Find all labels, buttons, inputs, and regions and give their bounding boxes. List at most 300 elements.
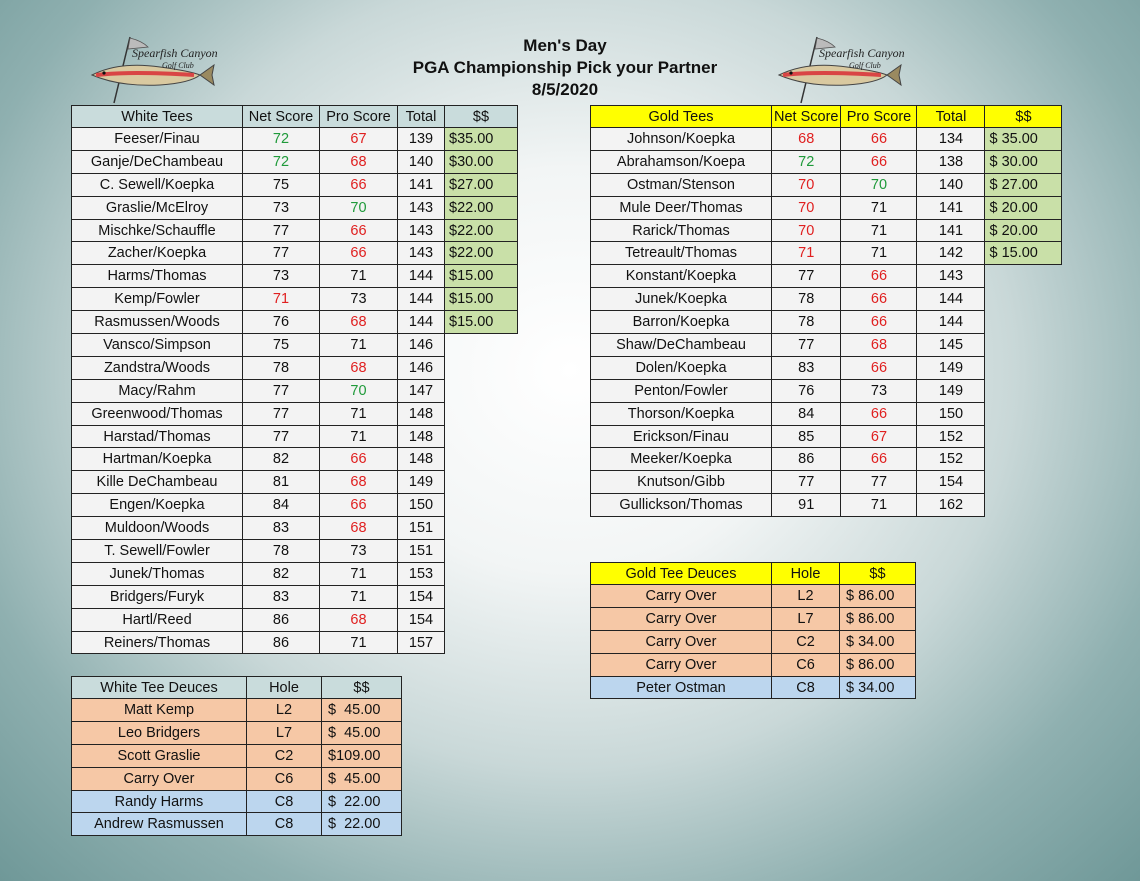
trout-logo-icon: [777, 35, 917, 105]
team-name-cell: Shaw/DeChambeau: [591, 334, 772, 357]
deuce-money-cell: $ 86.00: [840, 585, 916, 608]
money-cell: $ 35.00: [985, 128, 1062, 151]
pro-score-cell: 71: [841, 196, 917, 219]
net-score-cell: 73: [243, 265, 320, 288]
team-name-cell: Mule Deer/Thomas: [591, 196, 772, 219]
team-name-cell: Ostman/Stenson: [591, 173, 772, 196]
deuce-money-cell: $ 86.00: [840, 607, 916, 630]
pro-score-cell: 66: [841, 288, 917, 311]
pro-score-cell: 68: [320, 356, 398, 379]
table-row: [72, 334, 518, 357]
empty-money-cell: [445, 562, 518, 585]
team-name-cell: Barron/Koepka: [591, 311, 772, 334]
table-row: [591, 494, 1062, 517]
pro-score-cell: 66: [841, 402, 917, 425]
table-row: [591, 402, 1062, 425]
table-row: [72, 150, 518, 173]
deuce-row: [591, 630, 916, 653]
deuce-hole-cell: C2: [247, 744, 322, 767]
pro-score-cell: 66: [320, 219, 398, 242]
pro-score-cell: 71: [320, 562, 398, 585]
deuce-money-cell: $ 34.00: [840, 676, 916, 699]
net-score-cell: 77: [772, 265, 841, 288]
total-cell: 144: [917, 311, 985, 334]
deuce-name-cell: Carry Over: [591, 585, 772, 608]
deuce-hole-cell: L2: [772, 585, 840, 608]
total-cell: 141: [917, 196, 985, 219]
money-cell: $15.00: [445, 288, 518, 311]
pro-score-cell: 68: [320, 150, 398, 173]
net-score-cell: 72: [772, 150, 841, 173]
net-score-cell: 75: [243, 334, 320, 357]
club-logo-left: [90, 35, 230, 110]
pro-score-cell: 66: [841, 311, 917, 334]
table-row: [72, 631, 518, 654]
title-line-3: 8/5/2020: [531, 80, 599, 99]
team-name-cell: Hartman/Koepka: [72, 448, 243, 471]
pro-score-cell: 68: [320, 608, 398, 631]
team-name-cell: Macy/Rahm: [72, 379, 243, 402]
net-score-cell: 86: [772, 448, 841, 471]
deuce-row: [591, 607, 916, 630]
money-cell: $ 20.00: [985, 219, 1062, 242]
net-score-cell: 78: [772, 288, 841, 311]
table-row: [591, 471, 1062, 494]
col-header-total: Total: [917, 106, 985, 128]
net-score-cell: 77: [772, 334, 841, 357]
deuce-money-cell: $ 22.00: [322, 790, 402, 813]
col-header-team: Gold Tees: [591, 106, 772, 128]
pro-score-cell: 71: [320, 631, 398, 654]
pro-score-cell: 67: [320, 128, 398, 151]
deuce-hole-cell: C8: [247, 790, 322, 813]
deuce-row: [591, 585, 916, 608]
table-row: [72, 356, 518, 379]
table-row: [72, 128, 518, 151]
deuce-hole-cell: C8: [247, 813, 322, 836]
table-row: [591, 379, 1062, 402]
team-name-cell: Mischke/Schauffle: [72, 219, 243, 242]
net-score-cell: 77: [243, 425, 320, 448]
deuce-name-cell: Carry Over: [591, 653, 772, 676]
team-name-cell: Graslie/McElroy: [72, 196, 243, 219]
pro-score-cell: 71: [841, 219, 917, 242]
net-score-cell: 77: [243, 242, 320, 265]
table-row: [72, 242, 518, 265]
col-header-money: $$: [322, 677, 402, 699]
team-name-cell: Thorson/Koepka: [591, 402, 772, 425]
total-cell: 149: [917, 379, 985, 402]
total-cell: 141: [398, 173, 445, 196]
total-cell: 148: [398, 425, 445, 448]
money-cell: $27.00: [445, 173, 518, 196]
white-tee-deuces-table: [71, 676, 402, 836]
total-cell: 151: [398, 517, 445, 540]
col-header-total: Total: [398, 106, 445, 128]
team-name-cell: Rasmussen/Woods: [72, 311, 243, 334]
pro-score-cell: 71: [320, 402, 398, 425]
table-header-row: [591, 106, 1062, 128]
col-header-hole: Hole: [772, 563, 840, 585]
pro-score-cell: 66: [320, 173, 398, 196]
pro-score-cell: 68: [320, 311, 398, 334]
money-cell: $30.00: [445, 150, 518, 173]
deuce-money-cell: $ 34.00: [840, 630, 916, 653]
table-row: [591, 150, 1062, 173]
table-row: [72, 265, 518, 288]
team-name-cell: Bridgers/Furyk: [72, 585, 243, 608]
net-score-cell: 76: [772, 379, 841, 402]
total-cell: 151: [398, 540, 445, 563]
empty-money-cell: [985, 288, 1062, 311]
total-cell: 142: [917, 242, 985, 265]
pro-score-cell: 70: [320, 196, 398, 219]
pro-score-cell: 68: [320, 517, 398, 540]
table-row: [591, 288, 1062, 311]
pro-score-cell: 66: [320, 448, 398, 471]
title-line-2: PGA Championship Pick your Partner: [412, 58, 718, 77]
table-row: [72, 448, 518, 471]
total-cell: 148: [398, 402, 445, 425]
pro-score-cell: 66: [841, 356, 917, 379]
pro-score-cell: 77: [841, 471, 917, 494]
empty-money-cell: [985, 494, 1062, 517]
pro-score-cell: 66: [841, 265, 917, 288]
empty-money-cell: [445, 379, 518, 402]
team-name-cell: Kille DeChambeau: [72, 471, 243, 494]
empty-money-cell: [985, 265, 1062, 288]
total-cell: 143: [917, 265, 985, 288]
col-header-name: Gold Tee Deuces: [591, 563, 772, 585]
empty-money-cell: [445, 494, 518, 517]
deuce-money-cell: $ 45.00: [322, 721, 402, 744]
pro-score-cell: 66: [320, 494, 398, 517]
net-score-cell: 77: [772, 471, 841, 494]
net-score-cell: 83: [243, 517, 320, 540]
pro-score-cell: 71: [841, 242, 917, 265]
team-name-cell: Penton/Fowler: [591, 379, 772, 402]
table-row: [72, 219, 518, 242]
team-name-cell: Muldoon/Woods: [72, 517, 243, 540]
money-cell: $22.00: [445, 219, 518, 242]
deuce-row: [72, 699, 402, 722]
total-cell: 154: [398, 608, 445, 631]
page-title: [340, 35, 790, 101]
deuce-row: [72, 744, 402, 767]
deuce-hole-cell: C2: [772, 630, 840, 653]
table-row: [72, 379, 518, 402]
total-cell: 148: [398, 448, 445, 471]
club-logo-right: [777, 35, 917, 110]
col-header-net: Net Score: [243, 106, 320, 128]
table-row: [591, 173, 1062, 196]
total-cell: 139: [398, 128, 445, 151]
empty-money-cell: [445, 334, 518, 357]
col-header-team: White Tees: [72, 106, 243, 128]
gold-tee-deuces-table: [590, 562, 916, 699]
empty-money-cell: [445, 608, 518, 631]
team-name-cell: Dolen/Koepka: [591, 356, 772, 379]
net-score-cell: 72: [243, 150, 320, 173]
money-cell: $22.00: [445, 196, 518, 219]
total-cell: 146: [398, 356, 445, 379]
table-row: [72, 425, 518, 448]
empty-money-cell: [445, 448, 518, 471]
table-row: [72, 608, 518, 631]
deuce-name-cell: Randy Harms: [72, 790, 247, 813]
team-name-cell: Vansco/Simpson: [72, 334, 243, 357]
table-row: [591, 242, 1062, 265]
team-name-cell: Knutson/Gibb: [591, 471, 772, 494]
net-score-cell: 68: [772, 128, 841, 151]
title-line-1: Men's Day: [523, 36, 607, 55]
pro-score-cell: 68: [320, 471, 398, 494]
net-score-cell: 73: [243, 196, 320, 219]
logo-text: Spearfish Canyon: [819, 46, 905, 60]
net-score-cell: 82: [243, 562, 320, 585]
deuce-name-cell: Carry Over: [591, 630, 772, 653]
pro-score-cell: 70: [320, 379, 398, 402]
team-name-cell: Johnson/Koepka: [591, 128, 772, 151]
pro-score-cell: 66: [320, 242, 398, 265]
col-header-hole: Hole: [247, 677, 322, 699]
net-score-cell: 71: [772, 242, 841, 265]
empty-money-cell: [445, 471, 518, 494]
net-score-cell: 84: [772, 402, 841, 425]
deuce-row: [591, 653, 916, 676]
empty-money-cell: [985, 471, 1062, 494]
total-cell: 154: [917, 471, 985, 494]
team-name-cell: Reiners/Thomas: [72, 631, 243, 654]
empty-money-cell: [985, 448, 1062, 471]
table-row: [72, 517, 518, 540]
table-row: [72, 494, 518, 517]
total-cell: 143: [398, 196, 445, 219]
empty-money-cell: [985, 425, 1062, 448]
deuce-hole-cell: C6: [772, 653, 840, 676]
team-name-cell: Erickson/Finau: [591, 425, 772, 448]
deuce-name-cell: Scott Graslie: [72, 744, 247, 767]
pro-score-cell: 73: [320, 540, 398, 563]
net-score-cell: 78: [772, 311, 841, 334]
empty-money-cell: [985, 356, 1062, 379]
total-cell: 141: [917, 219, 985, 242]
team-name-cell: Junek/Koepka: [591, 288, 772, 311]
team-name-cell: Feeser/Finau: [72, 128, 243, 151]
net-score-cell: 81: [243, 471, 320, 494]
empty-money-cell: [985, 379, 1062, 402]
net-score-cell: 83: [772, 356, 841, 379]
money-cell: $ 27.00: [985, 173, 1062, 196]
empty-money-cell: [985, 402, 1062, 425]
deuce-row: [72, 813, 402, 836]
net-score-cell: 83: [243, 585, 320, 608]
deuce-hole-cell: L2: [247, 699, 322, 722]
deuce-money-cell: $ 45.00: [322, 767, 402, 790]
table-row: [72, 471, 518, 494]
net-score-cell: 78: [243, 540, 320, 563]
table-row: [591, 196, 1062, 219]
deuce-money-cell: $ 86.00: [840, 653, 916, 676]
pro-score-cell: 66: [841, 448, 917, 471]
pro-score-cell: 71: [320, 334, 398, 357]
net-score-cell: 70: [772, 196, 841, 219]
net-score-cell: 84: [243, 494, 320, 517]
net-score-cell: 78: [243, 356, 320, 379]
deuce-money-cell: $ 45.00: [322, 699, 402, 722]
table-row: [591, 219, 1062, 242]
deuce-name-cell: Andrew Rasmussen: [72, 813, 247, 836]
pro-score-cell: 71: [320, 425, 398, 448]
deuce-money-cell: $109.00: [322, 744, 402, 767]
team-name-cell: Ganje/DeChambeau: [72, 150, 243, 173]
money-cell: $ 15.00: [985, 242, 1062, 265]
net-score-cell: 91: [772, 494, 841, 517]
total-cell: 147: [398, 379, 445, 402]
net-score-cell: 77: [243, 219, 320, 242]
net-score-cell: 77: [243, 402, 320, 425]
pro-score-cell: 71: [841, 494, 917, 517]
col-header-net: Net Score: [772, 106, 841, 128]
pro-score-cell: 73: [841, 379, 917, 402]
money-cell: $ 30.00: [985, 150, 1062, 173]
white-tees-table: [71, 105, 518, 654]
empty-money-cell: [445, 540, 518, 563]
deuce-name-cell: Carry Over: [591, 607, 772, 630]
total-cell: 144: [398, 311, 445, 334]
total-cell: 149: [398, 471, 445, 494]
total-cell: 143: [398, 219, 445, 242]
table-row: [72, 173, 518, 196]
money-cell: $15.00: [445, 311, 518, 334]
team-name-cell: C. Sewell/Koepka: [72, 173, 243, 196]
table-row: [591, 425, 1062, 448]
deuce-hole-cell: L7: [772, 607, 840, 630]
total-cell: 146: [398, 334, 445, 357]
total-cell: 140: [398, 150, 445, 173]
total-cell: 154: [398, 585, 445, 608]
col-header-pro: Pro Score: [320, 106, 398, 128]
deuce-hole-cell: C6: [247, 767, 322, 790]
total-cell: 162: [917, 494, 985, 517]
deuce-row: [72, 790, 402, 813]
total-cell: 157: [398, 631, 445, 654]
team-name-cell: Zacher/Koepka: [72, 242, 243, 265]
deuce-name-cell: Peter Ostman: [591, 676, 772, 699]
team-name-cell: Zandstra/Woods: [72, 356, 243, 379]
total-cell: 150: [917, 402, 985, 425]
money-cell: $35.00: [445, 128, 518, 151]
logo-text: Spearfish Canyon: [132, 46, 218, 60]
pro-score-cell: 70: [841, 173, 917, 196]
total-cell: 152: [917, 448, 985, 471]
team-name-cell: Harstad/Thomas: [72, 425, 243, 448]
net-score-cell: 71: [243, 288, 320, 311]
total-cell: 144: [398, 265, 445, 288]
pro-score-cell: 68: [841, 334, 917, 357]
col-header-money: $$: [840, 563, 916, 585]
deuce-name-cell: Carry Over: [72, 767, 247, 790]
team-name-cell: Abrahamson/Koepa: [591, 150, 772, 173]
net-score-cell: 77: [243, 379, 320, 402]
table-row: [591, 128, 1062, 151]
deuce-money-cell: $ 22.00: [322, 813, 402, 836]
total-cell: 153: [398, 562, 445, 585]
pro-score-cell: 71: [320, 265, 398, 288]
deuce-name-cell: Matt Kemp: [72, 699, 247, 722]
team-name-cell: Gullickson/Thomas: [591, 494, 772, 517]
trout-logo-icon: [90, 35, 230, 105]
deuce-hole-cell: L7: [247, 721, 322, 744]
total-cell: 152: [917, 425, 985, 448]
gold-tees-table: [590, 105, 1062, 517]
pro-score-cell: 66: [841, 150, 917, 173]
table-row: [72, 196, 518, 219]
table-header-row: [72, 106, 518, 128]
table-row: [591, 448, 1062, 471]
pro-score-cell: 67: [841, 425, 917, 448]
net-score-cell: 72: [243, 128, 320, 151]
table-row: [72, 540, 518, 563]
pro-score-cell: 66: [841, 128, 917, 151]
table-row: [591, 334, 1062, 357]
net-score-cell: 86: [243, 631, 320, 654]
money-cell: $ 20.00: [985, 196, 1062, 219]
net-score-cell: 70: [772, 173, 841, 196]
empty-money-cell: [985, 311, 1062, 334]
table-row: [591, 356, 1062, 379]
total-cell: 140: [917, 173, 985, 196]
net-score-cell: 70: [772, 219, 841, 242]
table-row: [72, 311, 518, 334]
col-header-pro: Pro Score: [841, 106, 917, 128]
team-name-cell: Meeker/Koepka: [591, 448, 772, 471]
table-row: [72, 585, 518, 608]
team-name-cell: Hartl/Reed: [72, 608, 243, 631]
team-name-cell: Rarick/Thomas: [591, 219, 772, 242]
total-cell: 144: [398, 288, 445, 311]
team-name-cell: T. Sewell/Fowler: [72, 540, 243, 563]
net-score-cell: 86: [243, 608, 320, 631]
net-score-cell: 76: [243, 311, 320, 334]
net-score-cell: 85: [772, 425, 841, 448]
empty-money-cell: [445, 425, 518, 448]
total-cell: 144: [917, 288, 985, 311]
table-row: [72, 402, 518, 425]
deuce-row: [72, 767, 402, 790]
empty-money-cell: [445, 402, 518, 425]
total-cell: 145: [917, 334, 985, 357]
empty-money-cell: [445, 356, 518, 379]
empty-money-cell: [445, 585, 518, 608]
empty-money-cell: [985, 334, 1062, 357]
total-cell: 134: [917, 128, 985, 151]
logo-subtext: Golf Club: [849, 61, 881, 70]
deuce-hole-cell: C8: [772, 676, 840, 699]
total-cell: 143: [398, 242, 445, 265]
table-row: [591, 311, 1062, 334]
team-name-cell: Greenwood/Thomas: [72, 402, 243, 425]
table-row: [72, 562, 518, 585]
total-cell: 138: [917, 150, 985, 173]
deuce-name-cell: Leo Bridgers: [72, 721, 247, 744]
deuce-row: [591, 676, 916, 699]
col-header-money: $$: [445, 106, 518, 128]
deuce-row: [72, 721, 402, 744]
empty-money-cell: [445, 517, 518, 540]
team-name-cell: Tetreault/Thomas: [591, 242, 772, 265]
team-name-cell: Konstant/Koepka: [591, 265, 772, 288]
